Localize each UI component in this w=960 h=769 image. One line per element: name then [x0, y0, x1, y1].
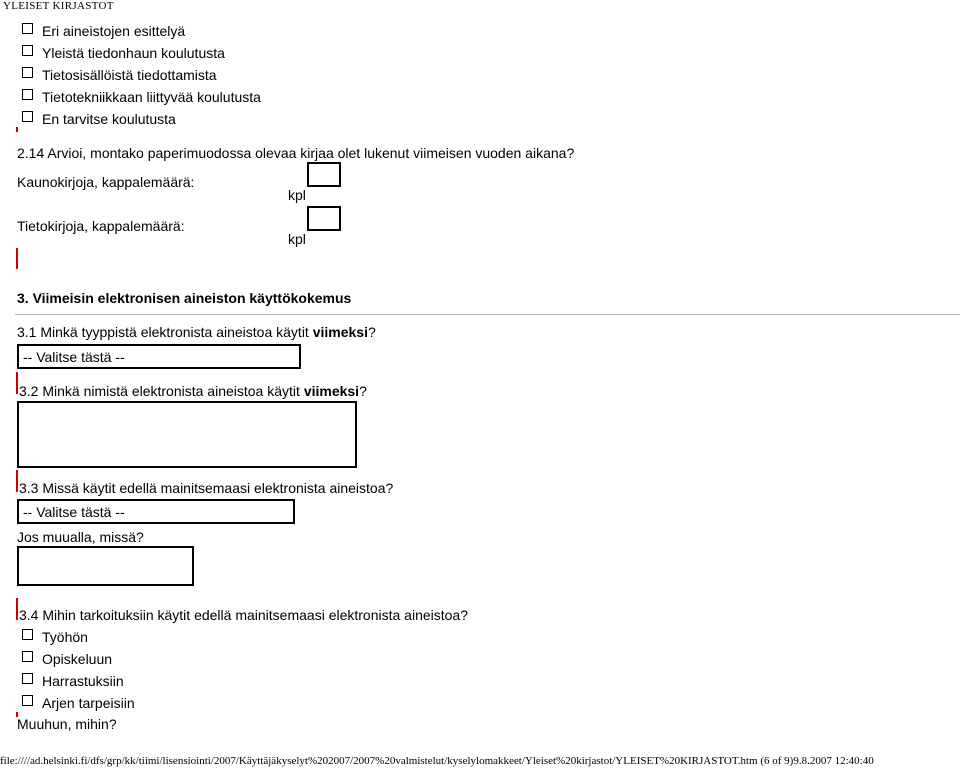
checkbox-harrastuksiin[interactable]: [22, 673, 33, 684]
section-3-title: 3. Viimeisin elektronisen aineiston käyttökokemus: [17, 290, 352, 306]
question-3-1: [17, 324, 376, 340]
section-divider: [15, 314, 960, 315]
question-3-1-mark: ?: [367, 324, 376, 340]
question-3-2-emphasis: viimeksi: [303, 383, 360, 399]
option-label: Tietosisällöistä tiedottamista: [42, 67, 217, 83]
other-location-label: Jos muualla, missä?: [17, 529, 144, 545]
fiction-unit: kpl: [288, 187, 306, 203]
required-marker: [16, 372, 18, 394]
checkbox-tietotekniikkaan[interactable]: [22, 89, 33, 100]
checkbox-tyohon[interactable]: [22, 629, 33, 640]
option-label: Yleistä tiedonhaun koulutusta: [42, 45, 225, 61]
checkbox-opiskeluun[interactable]: [22, 651, 33, 662]
other-purpose-label: Muuhun, mihin?: [17, 716, 117, 732]
question-3-1-text: 3.1 Minkä tyyppistä elektronista aineistoa käytit: [17, 324, 313, 340]
question-3-3: 3.3 Missä käytit edellä mainitsemaasi elektronista aineistoa?: [19, 480, 394, 496]
question-3-2: [19, 383, 367, 399]
page-header-title: YLEISET KIRJASTOT: [3, 0, 114, 12]
question-2-14: 2.14 Arvioi, montako paperimuodossa olevaa kirjaa olet lukenut viimeisen vuoden aikana?: [17, 145, 575, 161]
required-marker: [16, 598, 18, 620]
option-label: Eri aineistojen esittelyä: [42, 23, 186, 39]
checkbox-eri-aineistojen[interactable]: [22, 23, 33, 34]
other-location-input[interactable]: [17, 546, 194, 586]
fiction-count-label: Kaunokirjoja, kappalemäärä:: [17, 174, 195, 190]
question-3-4: 3.4 Mihin tarkoituksiin käytit edellä mainitsemaasi elektronista aineistoa?: [19, 607, 468, 623]
question-3-2-mark: ?: [359, 383, 367, 399]
option-label: En tarvitse koulutusta: [42, 111, 176, 127]
fiction-count-input[interactable]: [307, 162, 341, 187]
option-label: Opiskeluun: [42, 651, 113, 667]
checkbox-arjen-tarpeisiin[interactable]: [22, 695, 33, 706]
checkbox-en-tarvitse[interactable]: [22, 111, 33, 122]
option-label: Arjen tarpeisiin: [42, 695, 135, 711]
nonfiction-unit: kpl: [288, 231, 306, 247]
checkbox-yleista-tiedonhaun[interactable]: [22, 45, 33, 56]
nonfiction-count-label: Tietokirjoja, kappalemäärä:: [17, 218, 185, 234]
question-3-1-emphasis: viimeksi: [312, 324, 368, 340]
material-name-textarea[interactable]: [17, 401, 357, 468]
usage-location-select-value: -- Valitse tästä --: [23, 504, 125, 520]
required-marker: [16, 470, 18, 492]
option-label: Harrastuksiin: [42, 673, 124, 689]
material-type-select-value: -- Valitse tästä --: [23, 349, 125, 365]
required-marker: [16, 248, 18, 269]
option-label: Työhön: [42, 629, 88, 645]
checkbox-tietosisalloista[interactable]: [22, 67, 33, 78]
question-3-2-text: 3.2 Minkä nimistä elektronista aineistoa käytit: [19, 383, 304, 399]
material-type-select[interactable]: [17, 344, 301, 369]
nonfiction-count-input[interactable]: [307, 206, 341, 231]
page-footer-path: file:////ad.helsinki.fi/dfs/grp/kk/tiimi/lisensiointi/2007/Käyttäjäkyselyt%202007/2007%20valmistelut/kyselylomakkeet/Yleiset%20kirjastot/YLEISET%20KIRJASTOT.htm (6 of 9)9.8.2007 12:40:40: [0, 755, 874, 767]
usage-location-select[interactable]: [17, 499, 295, 524]
option-label: Tietotekniikkaan liittyvää koulutusta: [42, 89, 261, 105]
required-marker: [16, 127, 18, 132]
